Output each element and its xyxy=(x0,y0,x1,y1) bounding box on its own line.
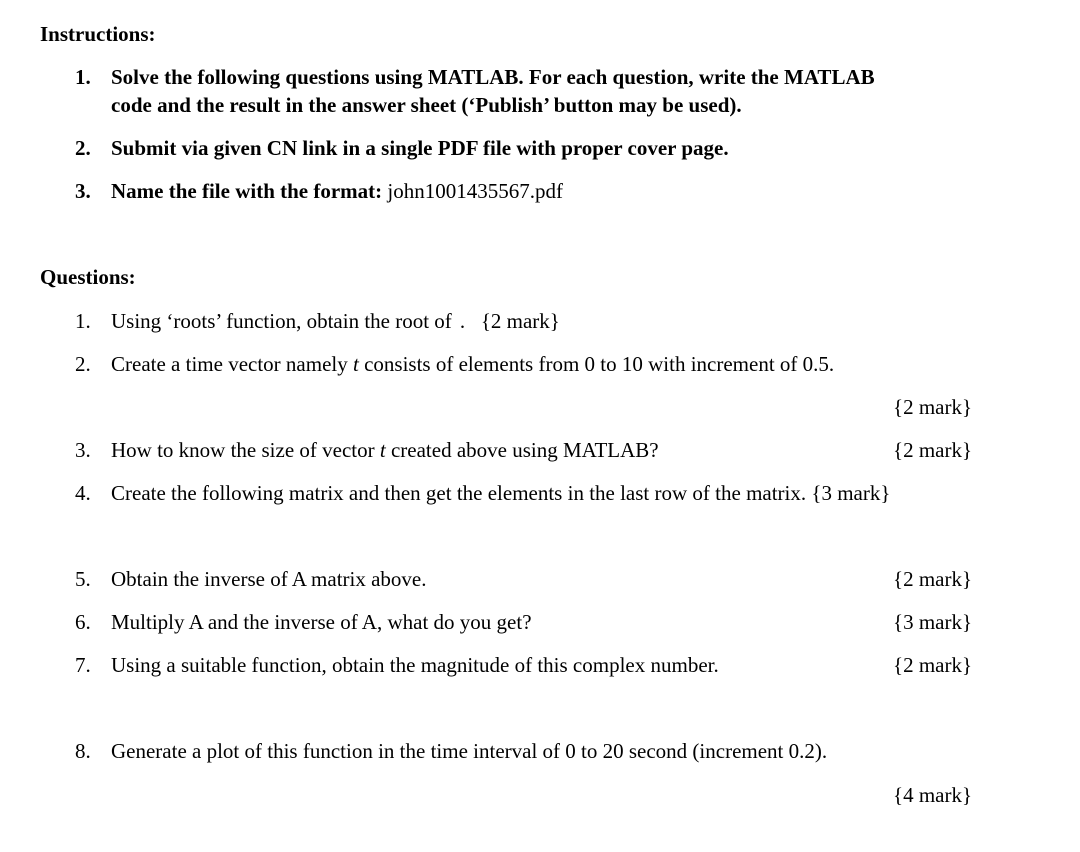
question-text: Using a suitable function, obtain the magnitude of this complex number. xyxy=(111,653,719,677)
question-number: 8. xyxy=(75,739,91,763)
instruction-text: Solve the following questions using MATLAB. For each question, write the MATLAB xyxy=(111,65,875,89)
question-text-main: Create the following matrix and then get the elements in the last row of the matrix. xyxy=(111,481,807,505)
question-text-before: How to know the size of vector xyxy=(111,438,375,462)
instruction-number: 1. xyxy=(75,65,91,89)
file-name-format: john1001435567.pdf xyxy=(387,179,563,203)
questions-heading: Questions: xyxy=(40,265,136,289)
question-text-before: Create a time vector namely xyxy=(111,352,348,376)
question-number: 4. xyxy=(75,481,91,505)
question-number: 1. xyxy=(75,309,91,333)
question-number: 5. xyxy=(75,567,91,591)
instruction-number: 3. xyxy=(75,179,91,203)
question-mark: {2 mark} xyxy=(893,653,973,677)
question-text xyxy=(111,352,834,376)
question-text: Multiply A and the inverse of A, what do you get? xyxy=(111,610,532,634)
instruction-text xyxy=(111,179,563,203)
question-mark: {2 mark} xyxy=(893,567,973,591)
question-text xyxy=(111,438,659,462)
question-text xyxy=(111,481,890,505)
question-number: 6. xyxy=(75,610,91,634)
question-number: 3. xyxy=(75,438,91,462)
instruction-text: Submit via given CN link in a single PDF file with proper cover page. xyxy=(111,136,729,160)
instruction-label: Name the file with the format: xyxy=(111,179,383,203)
question-text xyxy=(111,309,560,333)
question-text: Generate a plot of this function in the time interval of 0 to 20 second (increment 0.2). xyxy=(111,739,828,763)
question-mark: {2 mark} xyxy=(893,395,973,419)
question-mark: {2 mark} xyxy=(893,438,973,462)
instruction-item-1-continuation: code and the result in the answer sheet (‘Publish’ button may be used). xyxy=(111,93,742,117)
question-number: 2. xyxy=(75,352,91,376)
question-mark: {3 mark} xyxy=(893,610,973,634)
question-text-main: Using ‘roots’ function, obtain the root of xyxy=(111,309,452,333)
variable-t: t xyxy=(379,438,386,462)
question-mark: {3 mark} xyxy=(811,481,891,505)
variable-t: t xyxy=(352,352,359,376)
question-text: Obtain the inverse of A matrix above. xyxy=(111,567,427,591)
question-number: 7. xyxy=(75,653,91,677)
question-text-period: . xyxy=(459,309,466,333)
instructions-heading: Instructions: xyxy=(40,22,156,46)
question-mark: {4 mark} xyxy=(893,783,973,807)
question-mark: {2 mark} xyxy=(480,309,560,333)
question-text-after: created above using MATLAB? xyxy=(390,438,659,462)
question-text-after: consists of elements from 0 to 10 with increment of 0.5. xyxy=(364,352,835,376)
instruction-number: 2. xyxy=(75,136,91,160)
